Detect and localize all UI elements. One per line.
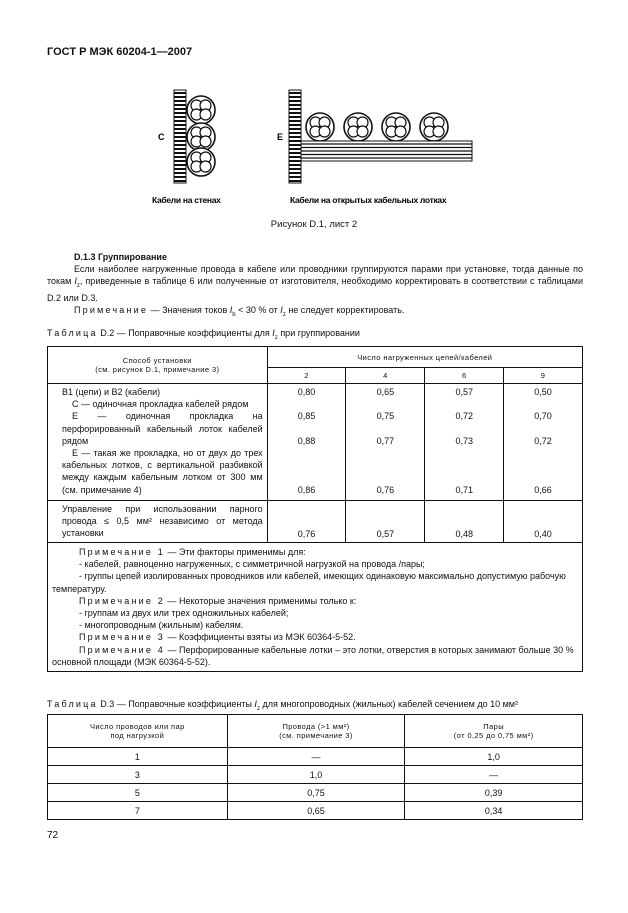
table-d3-title: Таблица D.3 — Поправочные коэффициенты $I_z$ для многопроводных (жильных) кабелей сечением до 10 мм²: [47, 699, 518, 712]
cable-circle: [306, 113, 334, 141]
cable-circle: [187, 96, 215, 124]
cable-circle: [344, 113, 372, 141]
header-conductors: Число проводов или пар под нагрузкой: [48, 715, 228, 748]
paragraph-grouping: Если наиболее нагруженные провода в кабеле или проводники группируются парами при установке, тогда данные по токам $I_z$, приведенные в таблице 6 или полученные от изготовителя, необходимо корректировать в соответствии с таблицами D.2 или D.3.: [47, 264, 583, 304]
header-count: Число нагруженных цепей/кабелей: [267, 347, 582, 368]
figure-label-e: Е: [277, 132, 284, 142]
table-cell: 0,75: [227, 784, 405, 802]
value-cell: 0,76: [267, 501, 346, 543]
figure-caption: Рисунок D.1, лист 2: [270, 219, 358, 230]
table-cell: 1,0: [227, 766, 405, 784]
table-cell: 5: [48, 784, 228, 802]
section-heading: D.1.3 Группирование: [74, 252, 167, 262]
figure-label-c: С: [158, 132, 165, 142]
table-cell: —: [405, 766, 583, 784]
count-cell: 2: [267, 368, 346, 384]
cable-circle: [420, 113, 448, 141]
table-cell: 1,0: [405, 748, 583, 766]
value-cell: 0,40: [504, 501, 583, 543]
table-notes: Примечание 1 — Эти факторы применимы для: - кабелей, равноценно нагруженных, с симметричной нагрузкой на провода /пары; - группы цепей изолированных проводников или кабелей, имеющих одинаковую максимально допустимую рабочую температуру. Примечание 2 — Некоторые значения применимы только к: - группам из двух или трех одножильных кабелей; - многопроводным (жильным) кабелям. Примечание 3 — Коэффициенты взяты из МЭК 60364-5-52. Примечание 4 — Перфорированные кабельные лотки – это лотки, отверстия в которых занимают больше 30 % основной площади (МЭК 60364-5-52).: [48, 543, 583, 672]
table-d2: [47, 346, 583, 672]
caption-trays: Кабели на открытых кабельных лотках: [290, 195, 447, 205]
header-wires: Провода (>1 мм²) (см. примечание 3): [227, 715, 405, 748]
caption-wall: Кабели на стенах: [152, 195, 221, 205]
cable-tray: [301, 141, 472, 161]
figure-d1-sheet2: [0, 80, 628, 230]
value-cell: 0,57: [346, 501, 425, 543]
table-cell: 0,65: [227, 802, 405, 820]
table-d2-title: Таблица D.2 — Поправочные коэффициенты для $I_z$ при группировании: [47, 328, 360, 341]
cable-circle: [382, 113, 410, 141]
control-method-cell: Управление при использовании парного провода ≤ 0,5 мм² независимо от метода установки: [48, 501, 268, 543]
count-cell: 6: [425, 368, 504, 384]
header-pairs: Пары (от 0,25 до 0,75 мм²): [405, 715, 583, 748]
cable-circle: [187, 123, 215, 151]
value-column: 0,50 0,70 0,72 0,66: [504, 384, 583, 501]
count-cell: 9: [504, 368, 583, 384]
wall-hatch: [289, 90, 301, 183]
value-column: 0,57 0,72 0,73 0,71: [425, 384, 504, 501]
table-cell: 0,39: [405, 784, 583, 802]
header-method: Способ установки (см. рисунок D.1, примечание 3): [48, 347, 268, 384]
page-number: 72: [47, 830, 59, 841]
table-cell: 3: [48, 766, 228, 784]
table-cell: 1: [48, 748, 228, 766]
count-cell: 4: [346, 368, 425, 384]
table-cell: —: [227, 748, 405, 766]
cable-circle: [187, 148, 215, 176]
table-cell: 0,34: [405, 802, 583, 820]
value-column: 0,65 0,75 0,77 0,76: [346, 384, 425, 501]
value-column: 0,80 0,85 0,88 0,86: [267, 384, 346, 501]
table-d3: [47, 714, 583, 820]
wall-hatch: [174, 90, 186, 183]
note-currents: Примечание — Значения токов $I_b < 30$ % от $I_z$ не следует корректировать.: [74, 305, 405, 318]
method-cell: B1 (цепи) и B2 (кабели) С — одиночная прокладка кабелей рядом Е — одиночная прокладка на перфорированный кабельный лоток кабелей рядом Е — такая же прокладка, но от двух до трех кабельных лотков, с вертикальной разбивкой между каждым кабельным лотком от 300 мм (см. примечание 4): [48, 384, 268, 501]
value-cell: 0,48: [425, 501, 504, 543]
table-cell: 7: [48, 802, 228, 820]
page-header: ГОСТ Р МЭК 60204-1—2007: [47, 46, 193, 58]
